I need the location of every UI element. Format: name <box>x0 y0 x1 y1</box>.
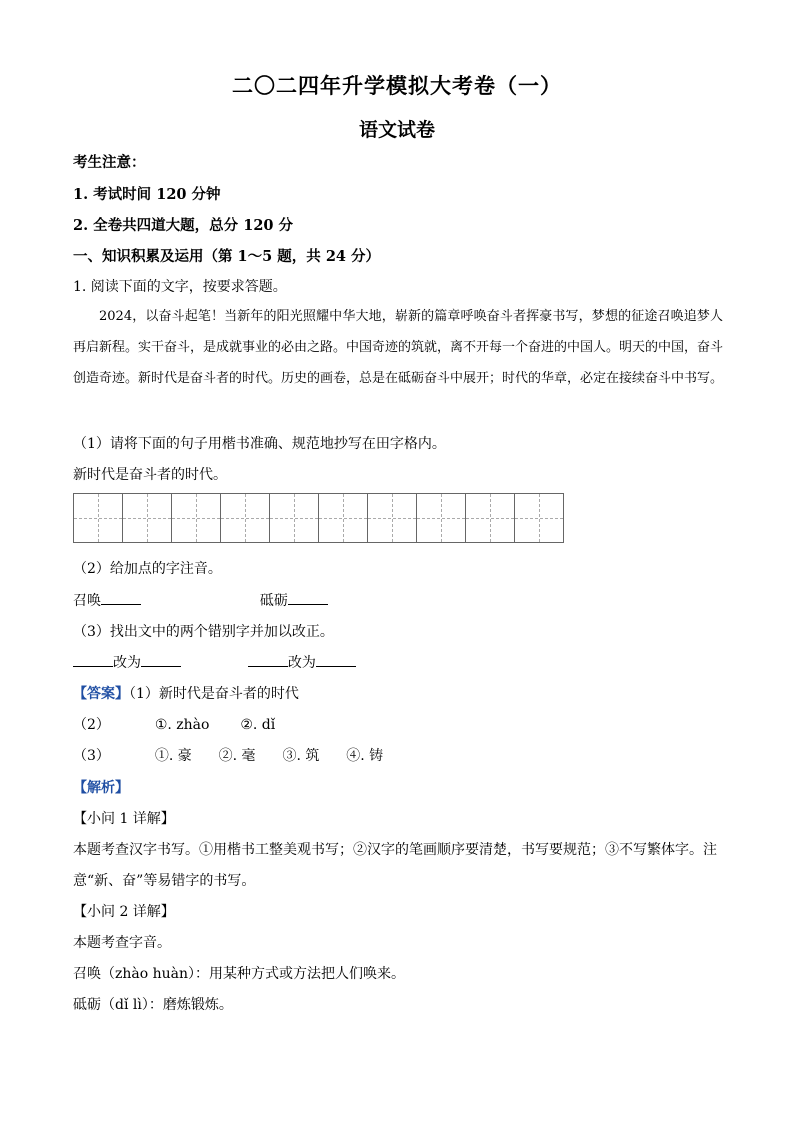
wrong-char-blank-1[interactable] <box>73 652 113 667</box>
word-dili: 砥砺 <box>259 593 288 609</box>
grid-cell[interactable] <box>416 493 466 543</box>
correct-char-blank-2[interactable] <box>316 652 356 667</box>
answer-3-1: ①. 豪 <box>154 748 192 764</box>
grid-cell[interactable] <box>73 493 123 543</box>
grid-cell[interactable] <box>220 493 270 543</box>
answer-2-1: ①. zhào <box>154 717 210 733</box>
notice-heading: 考生注意： <box>73 154 146 171</box>
grid-cell[interactable] <box>269 493 319 543</box>
answer-tag: 【答案】 <box>73 686 129 702</box>
part2-item-1: 召唤（zhào huàn）：用某种方式或方法把人们唤来。 <box>73 966 406 982</box>
analysis-tag <box>73 777 129 797</box>
part1-heading: 【小问 1 详解】 <box>73 811 175 827</box>
part2-item-2: 砥砺（dǐ lì）：磨炼锻炼。 <box>73 997 233 1013</box>
copy-sentence: 新时代是奋斗者的时代。 <box>73 467 227 483</box>
analysis-tag-text: 【解析】 <box>73 780 129 796</box>
grid-cell[interactable] <box>171 493 221 543</box>
notice-item-1: 1. 考试时间 120 分钟 <box>73 186 221 203</box>
sub-question-1: （1）请将下面的句子用楷书准确、规范地抄写在田字格内。 <box>73 436 446 452</box>
pinyin-blank-1[interactable] <box>101 590 141 605</box>
change-label-2: 改为 <box>287 655 316 671</box>
answer-3-label: （3） <box>73 748 110 764</box>
grid-cell[interactable] <box>514 493 564 543</box>
answer-3-2: ②. 毫 <box>218 748 256 764</box>
part2-heading: 【小问 2 详解】 <box>73 904 175 920</box>
pinyin-row <box>73 590 328 610</box>
part1-text-line1: 本题考查汉字书写。①用楷书工整美观书写；②汉字的笔画顺序要清楚，书写要规范；③不写繁体字。注 <box>73 842 717 858</box>
answer-1: （1）新时代是奋斗者的时代 <box>129 686 299 702</box>
grid-cell[interactable] <box>318 493 368 543</box>
grid-cell[interactable] <box>122 493 172 543</box>
pinyin-blank-2[interactable] <box>288 590 328 605</box>
tianzige-grid[interactable] <box>73 493 564 543</box>
grid-cell[interactable] <box>465 493 515 543</box>
section-heading: 一、知识积累及运用（第 1～5 题，共 24 分） <box>73 248 381 265</box>
word-zhaohuan: 召唤 <box>73 593 101 609</box>
sub-question-3: （3）找出文中的两个错别字并加以改正。 <box>73 624 334 640</box>
answer-3-4: ④. 铸 <box>346 748 384 764</box>
passage-text: 2024，以奋斗起笔！当新年的阳光照耀中华大地，崭新的篇章呼唤奋斗者挥豪书写，梦想的征途召唤追梦人再启新程。实干奋斗，是成就事业的必由之路。中国奇迹的筑就，离不开每一个奋进的中国人。明天的中国，奋斗创造奇迹。新时代是奋斗者的时代。历史的画卷，总是在砥砺奋斗中展开；时代的华章，必定在接续奋斗中书写。 <box>73 309 724 386</box>
question-1: 1. 阅读下面的文字，按要求答题。 <box>73 279 287 295</box>
answer-2-2: ②. dǐ <box>240 717 276 733</box>
answer-row-2 <box>73 714 275 734</box>
correct-char-blank-1[interactable] <box>141 652 181 667</box>
part2-text: 本题考查字音。 <box>73 935 171 951</box>
part1-text-line2: 意“新、奋”等易错字的书写。 <box>73 873 256 889</box>
sub-question-2: （2）给加点的字注音。 <box>73 561 222 577</box>
answer-row-1 <box>73 683 299 703</box>
notice-item-2: 2. 全卷共四道大题，总分 120 分 <box>73 217 294 234</box>
page-title: 二〇二四年升学模拟大考卷（一） <box>232 73 562 98</box>
wrong-char-blank-2[interactable] <box>248 652 288 667</box>
page-subtitle: 语文试卷 <box>358 119 435 141</box>
answer-3-3: ③. 筑 <box>282 748 320 764</box>
grid-cell[interactable] <box>367 493 417 543</box>
answer-2-label: （2） <box>73 717 110 733</box>
change-label-1: 改为 <box>113 655 141 671</box>
answer-row-3 <box>73 745 383 765</box>
reading-passage <box>73 301 723 394</box>
correction-row <box>73 652 356 672</box>
